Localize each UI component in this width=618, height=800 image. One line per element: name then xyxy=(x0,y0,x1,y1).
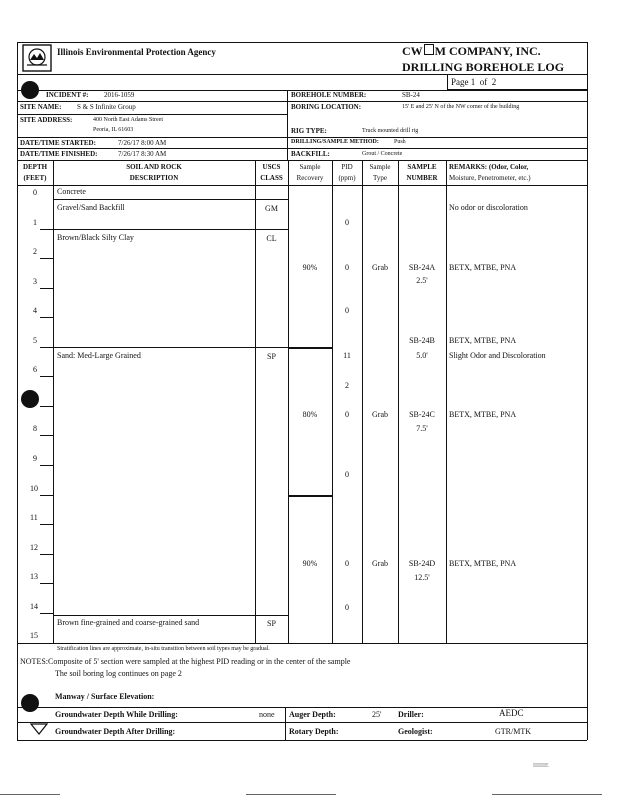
backfill-value: Grout / Concrete xyxy=(362,151,403,157)
col-head-recovery-2: Recovery xyxy=(296,174,324,182)
col-head-pid-1: PID xyxy=(341,163,353,171)
sample-depth-c: 7.5' xyxy=(416,424,428,433)
depth-label-11: 11 xyxy=(30,513,38,522)
pid-reading: 0 xyxy=(345,263,349,272)
pid-reading: 0 xyxy=(345,306,349,315)
gw-while-value: none xyxy=(259,710,275,719)
frame-right xyxy=(587,42,588,740)
stratification-note: Stratification lines are approximate, in-situ transition between soil types may be gradual. xyxy=(57,646,270,652)
soil-desc-1: Gravel/Sand Backfill xyxy=(57,203,125,212)
page-of: of xyxy=(479,77,488,87)
sample-number-a: SB-24A xyxy=(408,263,436,272)
boring-location-value: 15' E and 25' N of the NW corner of the building xyxy=(402,104,520,110)
tick-14 xyxy=(40,613,53,614)
date-started-value: 7/26/17 8:00 AM xyxy=(118,139,167,147)
pid-reading: 0 xyxy=(345,470,349,479)
company-name-right: M COMPANY, INC. xyxy=(434,44,541,58)
sample-recovery-a: 90% xyxy=(302,263,318,272)
date-finished-label: DATE/TIME FINISHED: xyxy=(20,150,98,158)
page-label: Page xyxy=(451,77,469,87)
sample-remark-a: BETX, MTBE, PNA xyxy=(449,263,517,272)
uscs-4: SP xyxy=(267,619,276,628)
column-header-rule xyxy=(17,185,587,186)
pid-reading: 11 xyxy=(343,351,351,360)
page-stamp: IIIIIIE xyxy=(533,763,549,769)
sample-number-d: SB-24D xyxy=(408,559,436,568)
sample-type-c: Grab xyxy=(372,410,388,419)
backfill-label: BACKFILL: xyxy=(291,150,330,158)
recovery-break-2 xyxy=(288,495,332,497)
sample-type-a: Grab xyxy=(372,263,388,272)
notes-line1 xyxy=(20,657,350,666)
site-address-label: SITE ADDRESS: xyxy=(20,116,73,124)
tick-6 xyxy=(40,376,53,377)
sample-type-d: Grab xyxy=(372,559,388,568)
depth-label-12: 12 xyxy=(30,543,38,552)
tick-1 xyxy=(40,229,53,230)
depth-label-9: 9 xyxy=(33,454,37,463)
frame-top xyxy=(17,42,587,43)
company-name-left: CW xyxy=(402,44,423,58)
depth-label-4: 4 xyxy=(33,306,37,315)
date-finished-value: 7/26/17 8:30 AM xyxy=(118,150,167,158)
sample-depth-d: 12.5' xyxy=(414,573,430,582)
pid-reading: 0 xyxy=(345,559,349,568)
depth-label-6: 6 xyxy=(33,365,37,374)
header-rule xyxy=(17,74,587,75)
manway-label: Manway / Surface Elevation: xyxy=(55,692,155,701)
site-address-line2: Peoria, IL 61603 xyxy=(93,127,134,133)
col-head-pid-2: (ppm) xyxy=(338,174,356,182)
auger-value: 25' xyxy=(372,710,382,719)
col-head-number-1: SAMPLE xyxy=(407,163,437,171)
tick-4 xyxy=(40,317,53,318)
company-name xyxy=(402,44,541,59)
depth-label-2: 2 xyxy=(33,247,37,256)
auger-label: Auger Depth: xyxy=(289,710,336,719)
pid-reading: 0 xyxy=(345,603,349,612)
col-head-type-2: Type xyxy=(373,174,387,182)
incident-value: 2016-1059 xyxy=(104,91,135,99)
depth-label-3: 3 xyxy=(33,277,37,286)
sample-number-c: SB-24C xyxy=(409,410,435,419)
depth-label-0: 0 xyxy=(33,188,37,197)
tick-11 xyxy=(40,524,53,525)
geologist-label: Geologist: xyxy=(398,727,433,736)
frame-bottom xyxy=(17,740,587,741)
uscs-3: SP xyxy=(267,352,276,361)
method-label: DRILLING/SAMPLE METHOD: xyxy=(291,139,379,145)
site-address-line1: 400 North East Adams Street xyxy=(93,117,163,123)
sample-remark-b: BETX, MTBE, PNA xyxy=(449,336,517,345)
pid-reading: 2 xyxy=(345,381,349,390)
tick-7 xyxy=(40,406,53,407)
punch-hole-top xyxy=(21,81,39,99)
depth-label-10: 10 xyxy=(30,484,38,493)
punch-hole-middle xyxy=(21,390,39,408)
borehole-label: BOREHOLE NUMBER: xyxy=(291,91,367,99)
col-head-depth-1: DEPTH xyxy=(22,163,48,171)
tick-9 xyxy=(40,465,53,466)
sample-remark-d: BETX, MTBE, PNA xyxy=(449,559,517,568)
col-head-depth xyxy=(17,162,53,184)
layer-boundary-2 xyxy=(53,229,288,230)
remark-slight-odor: Slight Odor and Discoloration xyxy=(449,351,546,360)
agency-seal-icon xyxy=(22,44,52,72)
col-div-type xyxy=(398,160,399,643)
tick-8 xyxy=(40,435,53,436)
depth-label-1: 1 xyxy=(33,218,37,227)
col-head-remarks xyxy=(449,162,531,184)
company-logo-box-icon xyxy=(424,44,434,55)
punch-hole-bottom xyxy=(21,694,39,712)
col-head-number-2: NUMBER xyxy=(406,174,438,182)
incident-label: INCIDENT #: xyxy=(46,91,89,99)
borehole-value: SB-24 xyxy=(402,91,420,99)
soil-desc-4: Brown fine-grained and coarse-grained sand xyxy=(57,618,200,627)
agency-name: Illinois Environmental Protection Agency xyxy=(57,47,216,57)
notes-text-1: Composite of 5' section were sampled at the highest PID reading or in the center of the sample xyxy=(48,657,351,666)
footer-rule-2 xyxy=(17,722,587,723)
rotary-label: Rotary Depth: xyxy=(289,727,339,736)
col-head-uscs xyxy=(255,162,288,184)
footer-divider xyxy=(285,707,286,740)
remark-no-odor: No odor or discoloration xyxy=(449,203,528,212)
date-started-label: DATE/TIME STARTED: xyxy=(20,139,96,147)
col-head-soil xyxy=(53,162,255,184)
sample-number-b: SB-24B xyxy=(409,336,435,345)
site-name-label: SITE NAME: xyxy=(20,103,62,111)
sample-depth-b: 5.0' xyxy=(416,351,428,360)
notes-label: NOTES: xyxy=(20,657,48,666)
edge-mark-2 xyxy=(246,794,336,795)
col-div-soil xyxy=(255,160,256,643)
tick-2 xyxy=(40,258,53,259)
col-head-uscs-2: CLASS xyxy=(260,174,283,182)
col-head-depth-2: (FEET) xyxy=(23,174,47,182)
sample-depth-a: 2.5' xyxy=(416,276,428,285)
col-div-pid xyxy=(362,160,363,643)
depth-label-14: 14 xyxy=(30,602,38,611)
info-divider xyxy=(287,90,288,160)
col-head-recovery xyxy=(288,162,332,184)
rig-type-label: RIG TYPE: xyxy=(291,127,327,135)
uscs-2: CL xyxy=(266,234,277,243)
layer-boundary-4 xyxy=(53,615,288,616)
boring-location-label: BORING LOCATION: xyxy=(291,103,362,111)
col-div-recovery xyxy=(332,160,333,643)
gw-while-label: Groundwater Depth While Drilling: xyxy=(55,710,178,719)
tick-3 xyxy=(40,288,53,289)
rig-type-value: Truck mounted drill rig xyxy=(362,128,419,134)
pid-reading: 0 xyxy=(345,218,349,227)
col-head-type xyxy=(362,162,398,184)
edge-mark-1 xyxy=(0,794,60,795)
info-rule-4 xyxy=(17,148,587,149)
info-rule-2 xyxy=(17,114,287,115)
notes-rule xyxy=(17,643,587,644)
col-head-number xyxy=(398,162,446,184)
col-div-number xyxy=(446,160,447,643)
info-rule-1 xyxy=(17,101,587,102)
depth-label-8: 8 xyxy=(33,424,37,433)
page-total: 2 xyxy=(491,77,497,87)
layer-boundary-3 xyxy=(53,347,288,348)
site-name-value: S & S Infinite Group xyxy=(77,103,136,111)
page-number: 1 xyxy=(470,77,476,87)
tick-12 xyxy=(40,554,53,555)
sample-remark-c: BETX, MTBE, PNA xyxy=(449,410,517,419)
col-head-pid xyxy=(332,162,362,184)
col-head-type-1: Sample xyxy=(369,163,391,171)
sample-recovery-c: 80% xyxy=(302,410,318,419)
driller-value: AEDC xyxy=(499,708,524,718)
driller-label: Driller: xyxy=(398,710,424,719)
col-head-soil-1: SOIL AND ROCK xyxy=(126,163,182,171)
frame-left xyxy=(17,42,18,740)
gw-after-label: Groundwater Depth After Drilling: xyxy=(55,727,176,736)
soil-desc-2: Brown/Black Silty Clay xyxy=(57,233,134,242)
soil-desc-0: Concrete xyxy=(57,187,86,196)
geologist-value: GTR/MTK xyxy=(495,727,531,736)
page-indicator xyxy=(451,77,496,87)
page-box-left xyxy=(447,74,448,89)
col-head-uscs-1: USCS xyxy=(262,163,281,171)
edge-mark-3 xyxy=(492,794,602,795)
tick-13 xyxy=(40,583,53,584)
depth-label-5: 5 xyxy=(33,336,37,345)
tick-10 xyxy=(40,495,53,496)
tick-5 xyxy=(40,347,53,348)
depth-label-15: 15 xyxy=(30,631,38,640)
soil-desc-3: Sand: Med-Large Grained xyxy=(57,351,141,360)
col-head-remarks-1: REMARKS: (Odor, Color, xyxy=(449,163,529,171)
depth-label-13: 13 xyxy=(30,572,38,581)
water-level-triangle-icon xyxy=(30,723,48,735)
col-head-remarks-2: Moisture, Penetrometer, etc.) xyxy=(449,174,531,182)
info-rule-5 xyxy=(17,160,587,161)
info-rule-3 xyxy=(17,137,587,138)
doc-title: DRILLING BOREHOLE LOG xyxy=(402,60,565,74)
layer-boundary-1 xyxy=(53,199,288,200)
recovery-break-1 xyxy=(288,347,332,349)
col-head-soil-2: DESCRIPTION xyxy=(129,174,179,182)
uscs-1: GM xyxy=(265,204,278,213)
col-div-uscs xyxy=(288,160,289,643)
notes-line2: The soil boring log continues on page 2 xyxy=(55,669,182,678)
pid-reading: 0 xyxy=(345,410,349,419)
method-value: Push xyxy=(394,139,406,145)
col-head-recovery-1: Sample xyxy=(299,163,321,171)
col-div-depth xyxy=(53,160,54,643)
sample-recovery-d: 90% xyxy=(302,559,318,568)
